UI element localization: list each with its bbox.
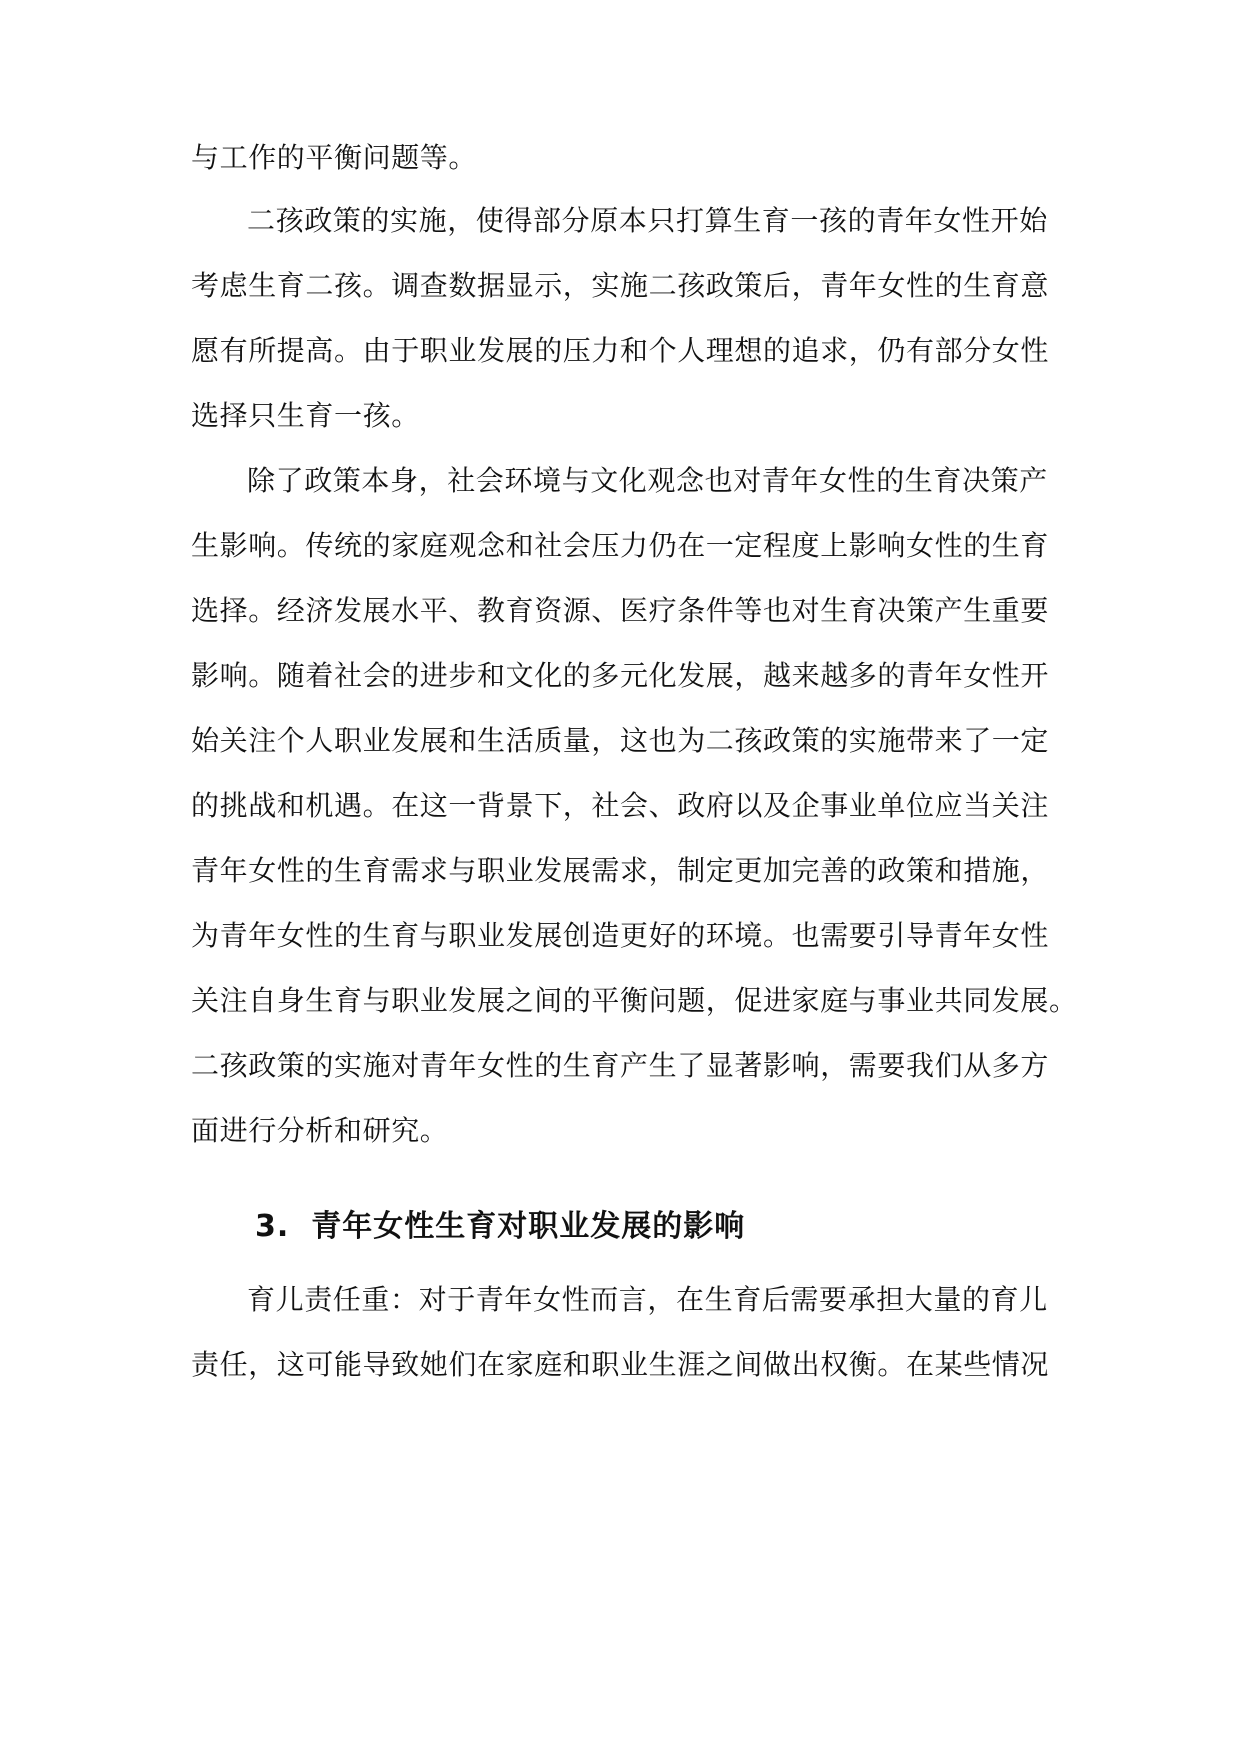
paragraph-4-line-2: 责任，这可能导致她们在家庭和职业生涯之间做出权衡。在某些情况	[191, 1348, 1050, 1381]
paragraph-3-line-11: 面进行分析和研究。	[191, 1114, 449, 1147]
paragraph-3-line-8: 为青年女性的生育与职业发展创造更好的环境。也需要引导青年女性	[191, 919, 1050, 952]
paragraph-2-line-4: 选择只生育一孩。	[191, 399, 420, 432]
paragraph-3-line-5: 始关注个人职业发展和生活质量，这也为二孩政策的实施带来了一定	[191, 724, 1050, 757]
paragraph-3-line-2: 生影响。传统的家庭观念和社会压力仍在一定程度上影响女性的生育	[191, 529, 1050, 562]
section-3-heading	[255, 1208, 745, 1246]
paragraph-3-line-7: 青年女性的生育需求与职业发展需求，制定更加完善的政策和措施，	[191, 854, 1050, 887]
paragraph-2-line-2: 考虑生育二孩。调查数据显示，实施二孩政策后，青年女性的生育意	[191, 269, 1050, 302]
section-title: 青年女性生育对职业发展的影响	[311, 1209, 746, 1244]
paragraph-4-line-1: 育儿责任重：对于青年女性而言，在生育后需要承担大量的育儿	[247, 1283, 1048, 1316]
section-number: 3.	[255, 1209, 290, 1244]
paragraph-3-line-1: 除了政策本身，社会环境与文化观念也对青年女性的生育决策产	[247, 464, 1048, 497]
paragraph-2-line-1: 二孩政策的实施，使得部分原本只打算生育一孩的青年女性开始	[247, 204, 1048, 237]
paragraph-3-line-9: 关注自身生育与职业发展之间的平衡问题，促进家庭与事业共同发展。	[191, 984, 1078, 1017]
paragraph-3-line-6: 的挑战和机遇。在这一背景下，社会、政府以及企事业单位应当关注	[191, 789, 1050, 822]
paragraph-1-line-1: 与工作的平衡问题等。	[191, 141, 478, 174]
paragraph-2-line-3: 愿有所提高。由于职业发展的压力和个人理想的追求，仍有部分女性	[191, 334, 1050, 367]
paragraph-3-line-4: 影响。随着社会的进步和文化的多元化发展，越来越多的青年女性开	[191, 659, 1050, 692]
paragraph-3-line-10: 二孩政策的实施对青年女性的生育产生了显著影响，需要我们从多方	[191, 1049, 1050, 1082]
paragraph-3-line-3: 选择。经济发展水平、教育资源、医疗条件等也对生育决策产生重要	[191, 594, 1050, 627]
